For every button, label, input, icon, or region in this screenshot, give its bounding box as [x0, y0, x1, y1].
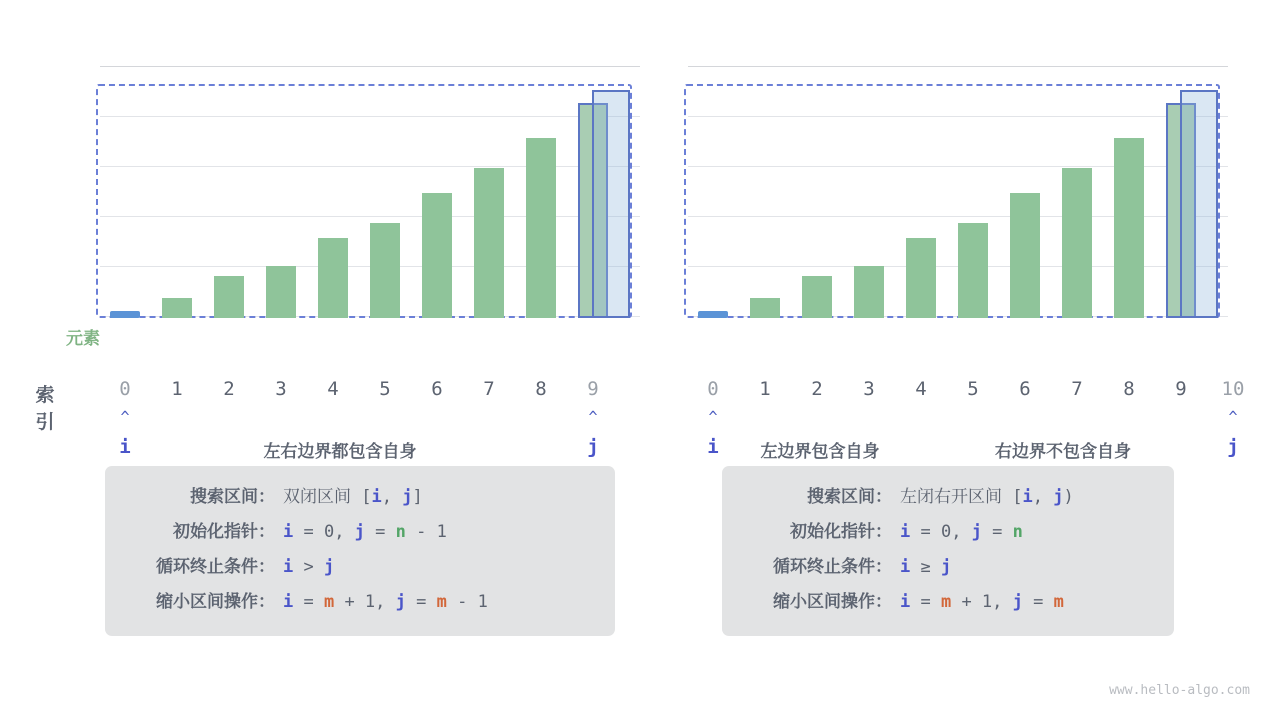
legend-value-2: i ≥ j [900, 557, 952, 577]
legend-key-1: 初始化指针： [790, 522, 892, 542]
pointer-j: j [1227, 436, 1239, 458]
pointer-i-caret: ^ [708, 408, 718, 426]
index-label-1: 1 [759, 378, 771, 400]
legend-key-0: 搜索区间： [807, 487, 892, 507]
element-axis-label: 元素 [66, 329, 100, 349]
index-label-4: 4 [327, 378, 339, 400]
pointer-j-caret: ^ [588, 408, 598, 426]
bar-8 [1114, 138, 1144, 318]
legend-key-3: 缩小区间操作： [156, 592, 275, 612]
bar-6 [1010, 193, 1040, 318]
legend-row-3 [742, 587, 1148, 613]
index-label-1: 1 [171, 378, 183, 400]
note-right-1: 右边界不包含自身 [995, 442, 1131, 462]
legend-value-0: 左闭右开区间 [i, j) [900, 487, 1074, 507]
index-label-2: 2 [223, 378, 235, 400]
legend-key-0: 搜索区间： [190, 487, 275, 507]
legend-key-2: 循环终止条件： [156, 557, 275, 577]
bar-7 [1062, 168, 1092, 318]
highlight-box-right [1180, 90, 1218, 318]
legend-value-1: i = 0, j = n [900, 522, 1023, 542]
legend-value-0: 双闭区间 [i, j] [283, 487, 423, 507]
bars-left [100, 68, 640, 318]
index-label-2: 2 [811, 378, 823, 400]
legend-row-2 [125, 552, 589, 578]
index-row-right [688, 378, 1248, 404]
note-right-0: 左边界包含自身 [760, 442, 880, 462]
legend-row-1 [125, 517, 589, 543]
bar-2 [214, 276, 244, 318]
index-label-4: 4 [915, 378, 927, 400]
legend-row-0 [125, 482, 589, 508]
watermark: www.hello-algo.com [1109, 683, 1250, 698]
index-label-8: 8 [535, 378, 547, 400]
pointer-i: i [707, 436, 719, 458]
index-axis-label: 索引 [35, 384, 55, 433]
legend-value-3: i = m + 1, j = m - 1 [283, 592, 488, 612]
bar-5 [958, 223, 988, 318]
legend-key-1: 初始化指针： [173, 522, 275, 542]
index-label-0: 0 [119, 378, 131, 400]
legend-row-1 [742, 517, 1148, 543]
legend-value-2: i > j [283, 557, 335, 577]
pointer-j-caret: ^ [1228, 408, 1238, 426]
chart-right [688, 56, 1228, 318]
legend-row-0 [742, 482, 1148, 508]
index-label-8: 8 [1123, 378, 1135, 400]
index-row-left [100, 378, 660, 404]
index-label-10: 10 [1221, 378, 1245, 400]
bar-1 [162, 298, 192, 318]
bar-3 [854, 266, 884, 318]
index-label-6: 6 [1019, 378, 1031, 400]
bar-4 [318, 238, 348, 318]
legend-value-3: i = m + 1, j = m [900, 592, 1064, 612]
index-label-9: 9 [587, 378, 599, 400]
bar-0 [110, 311, 140, 318]
bar-2 [802, 276, 832, 318]
index-label-3: 3 [863, 378, 875, 400]
note-left-0: 左右边界都包含自身 [263, 442, 417, 462]
legend-key-3: 缩小区间操作： [773, 592, 892, 612]
bar-0 [698, 311, 728, 318]
legend-row-2 [742, 552, 1148, 578]
index-label-5: 5 [379, 378, 391, 400]
index-label-3: 3 [275, 378, 287, 400]
index-label-7: 7 [483, 378, 495, 400]
index-label-6: 6 [431, 378, 443, 400]
bars-right [688, 68, 1228, 318]
bar-4 [906, 238, 936, 318]
legend-row-3 [125, 587, 589, 613]
bar-1 [750, 298, 780, 318]
bar-5 [370, 223, 400, 318]
bar-7 [474, 168, 504, 318]
bar-3 [266, 266, 296, 318]
legend-closed-interval [105, 466, 615, 636]
legend-half-open-interval [722, 466, 1174, 636]
highlight-box-left [592, 90, 630, 318]
index-label-0: 0 [707, 378, 719, 400]
pointer-i: i [119, 436, 131, 458]
index-label-7: 7 [1071, 378, 1083, 400]
pointer-i-caret: ^ [120, 408, 130, 426]
index-label-9: 9 [1175, 378, 1187, 400]
chart-left [100, 56, 640, 318]
bar-8 [526, 138, 556, 318]
legend-value-1: i = 0, j = n - 1 [283, 522, 447, 542]
pointer-j: j [587, 436, 599, 458]
legend-key-2: 循环终止条件： [773, 557, 892, 577]
bar-6 [422, 193, 452, 318]
index-label-5: 5 [967, 378, 979, 400]
